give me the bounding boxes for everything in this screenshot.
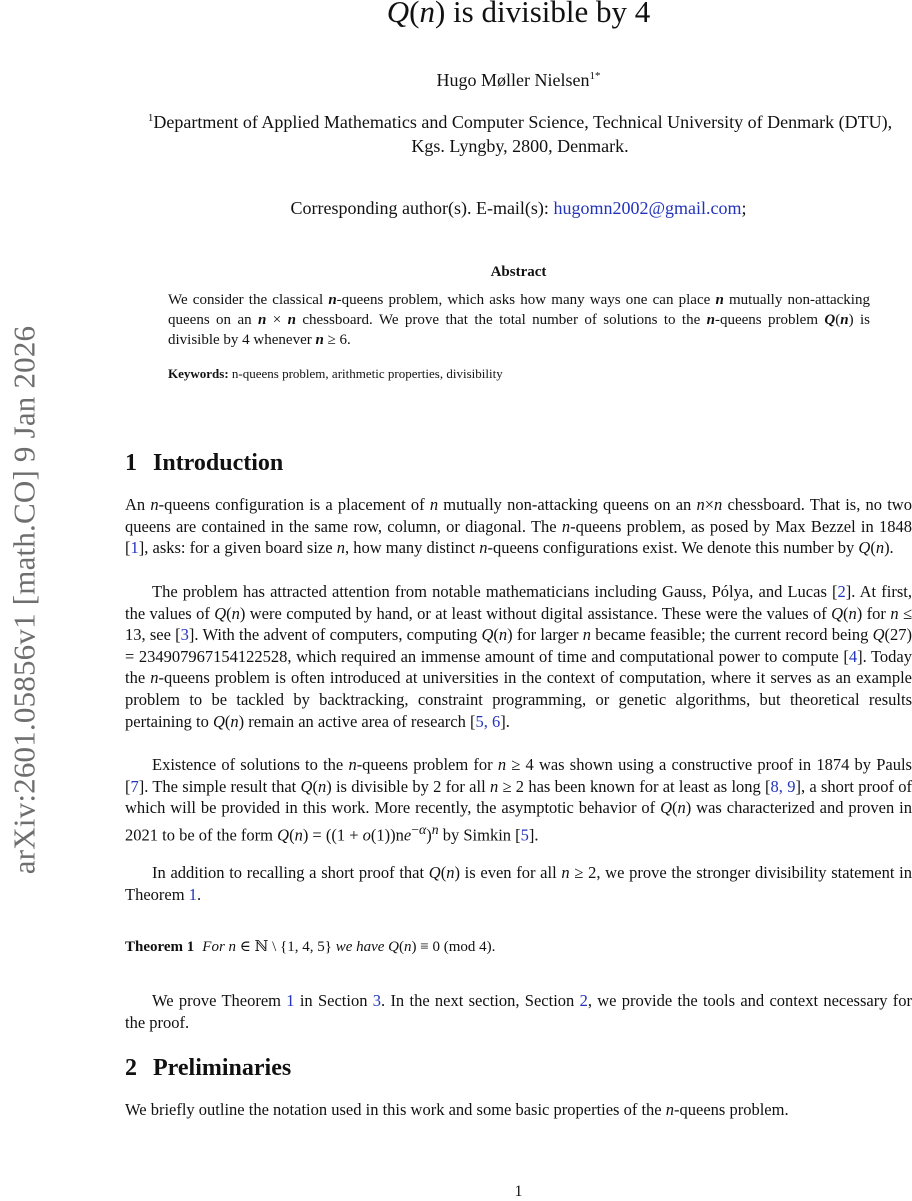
paper-title: Q(n) is divisible by 4 [386,0,651,29]
arxiv-identifier: arXiv:2601.05856v1 [math.CO] 9 Jan 2026 [6,325,42,875]
abstract-text: We consider the classical n-queens problem, which asks how many ways one can place n mutually non-attacking queens on an n × n chessboard. We prove that the total number of solutions to the n-queens problem Q(n) is divisible by 4 whenever n ≥ 6. [168,292,870,348]
section-heading-introduction [125,450,283,477]
corresponding-label: Corresponding author(s). E-mail(s): [290,198,549,218]
section-title: Introduction [153,450,284,476]
author-line [125,70,912,91]
intro-paragraph-5: We prove Theorem 1 in Section 3. In the next section, Section 2, we provide the tools and context necessary for the proof. [125,991,912,1032]
author-name: Hugo Møller Nielsen [436,70,590,90]
section-number: 2 [125,1055,137,1081]
intro-paragraph-2: The problem has attracted attention from notable mathematicians including Gauss, Pólya, and Lucas [2]. At first, the values of Q(n) were computed by hand, or at least without digital assistance. These were the values of Q(n) for n ≤ 13, see [3]. With the advent of computers, computing Q(n) for larger n became feasible; the current record being Q(27) = 234907967154122528, which required an immense amount of time and computational power to compute [4]. Today the n-queens problem is often introduced at universities in the context of computation, where it serves as an example problem to be tackled by backtracking, constraint programming, or genetic algorithms, but theoretical results pertaining to Q(n) remain an active area of research [5, 6]. [125,582,912,731]
theorem-text: For n ∈ ℕ \ {1, 4, 5} we have Q(n) ≡ 0 (mod 4). [202,939,496,955]
author-marks: 1* [589,70,601,82]
abstract-heading: Abstract [490,264,547,280]
intro-paragraph-4: In addition to recalling a short proof that Q(n) is even for all n ≥ 2, we prove the stronger divisibility statement in Theorem 1. [125,863,912,904]
section-title: Preliminaries [153,1055,292,1081]
keywords-text: n-queens problem, arithmetic properties, divisibility [231,366,503,381]
corresponding-suffix: ; [741,198,747,218]
intro-paragraph-3: Existence of solutions to the n-queens problem for n ≥ 4 was shown using a constructive proof in 1874 by Pauls [7]. The simple result that Q(n) is divisible by 2 for all n ≥ 2 has been known for at least as long [8, 9], a short proof of which will be provided in this work. More recently, the asymptotic behavior of Q(n) was characterized and proven in 2021 to be of the form $Q(n) = ((1 + o(1))ne^{-\alpha})^n$ by Simkin [5]. [125,755,912,845]
affiliation [140,106,900,158]
email-link[interactable]: hugomn2002@gmail.com [553,198,742,218]
affiliation-mark: 1 [147,112,154,124]
keywords-label: Keywords: [168,366,229,381]
page-number: 1 [514,1183,523,1200]
affiliation-text: Department of Applied Mathematics and Computer Science, Technical University of Denmark (DTU), Kgs. Lyngby, 2800, Denmark. [153,112,893,156]
theorem-label: Theorem 1 [125,939,195,955]
section-heading-preliminaries [125,1055,291,1082]
theorem-1 [125,937,912,956]
intro-paragraph-1: An n-queens configuration is a placement of n mutually non-attacking queens on an n×n chessboard. That is, no two queens are contained in the same row, column, or diagonal. The n-queens problem, as posed by Max Bezzel in 1848 [1], asks: for a given board size n, how many distinct n-queens configurations exist. We denote this number by Q(n). [125,495,912,558]
section-number: 1 [125,450,137,476]
keywords-line [168,366,870,382]
prelim-paragraph-1: We briefly outline the notation used in this work and some basic properties of the n-queens problem. [125,1100,789,1119]
arxiv-sidebar [4,190,44,1010]
corresponding-author [125,198,912,219]
